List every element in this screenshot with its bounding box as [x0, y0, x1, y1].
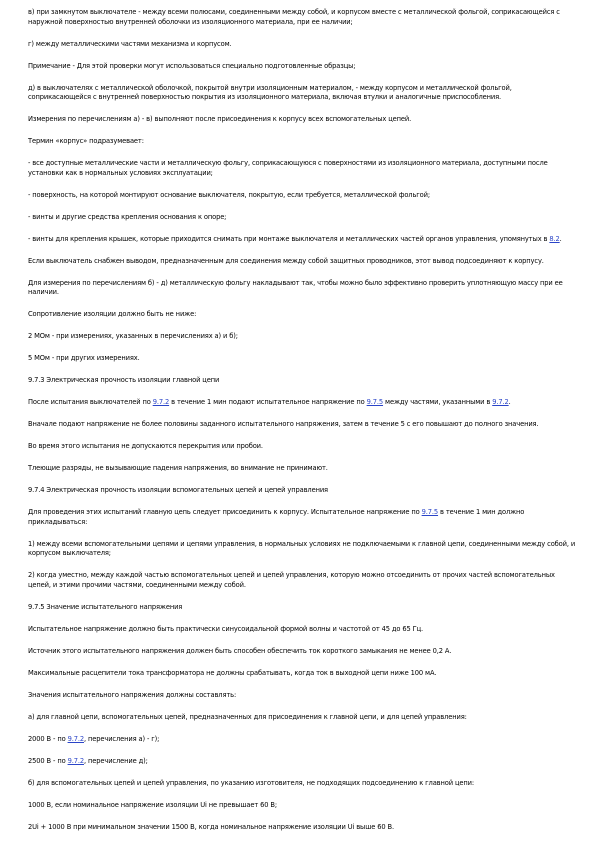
- paragraph-28: Максимальные расцепители тока трансформатора не должны срабатывать, когда ток в выходной цепи ниже 100 мА.: [28, 668, 437, 677]
- document-page: [28, 8, 576, 845]
- link-9-7-2[interactable]: 9.7.2: [67, 734, 84, 743]
- text-segment: Для проведения этих испытаний главную цепь следует присоединить к корпусу. Испытательное напряжение по: [28, 508, 422, 516]
- text-segment: После испытания выключателей по: [28, 398, 153, 406]
- text-segment: - винты для крепления крышек, которые приходится снимать при монтаже выключателя и металлических частей органов управления, упомянутых в: [28, 234, 550, 243]
- paragraph-19: Во время этого испытания не допускаются перекрытия или пробои.: [28, 442, 263, 450]
- text-segment: 2000 В - по: [28, 734, 68, 743]
- paragraph-33: б) для вспомогательных цепей и цепей управления, по указанию изготовителя, не подходящих подсоединению к главной цепи:: [28, 778, 475, 787]
- link-9-7-2[interactable]: 9.7.2: [67, 756, 84, 765]
- paragraph-30: а) для главной цепи, вспомогательных цепей, предназначенных для присоединения к главной цепи, и для цепей управления:: [28, 712, 467, 721]
- paragraph-6: Термин «корпус» подразумевает:: [28, 137, 144, 145]
- paragraph-12: Для измерения по перечислениям б) - д) металлическую фольгу накладывают так, чтобы можно было эффективно проверить уплотняющую массу при ее наличии.: [28, 278, 563, 296]
- paragraph-27: Источник этого испытательного напряжения должен быть способен обеспечить ток короткого замыкания не менее 0,2 А.: [28, 646, 452, 655]
- link-9-7-2[interactable]: 9.7.2: [152, 398, 170, 406]
- link-9-7-5[interactable]: 9.7.5: [366, 398, 384, 406]
- paragraph-1: в) при замкнутом выключателе - между всеми полюсами, соединенными между собой, и корпусом вместе с металлической фольгой, соприкасающейся с наружной поверхностью внутренней оболочки из изоляционного материала, при ее наличии;: [28, 8, 560, 26]
- link-9-7-5[interactable]: 9.7.5: [421, 508, 439, 516]
- paragraph-4: д) в выключателях с металлической оболочкой, покрытой внутри изоляционным материалом, - между корпусом и металлической фольгой, соприкасающейся с внутренней поверхностью покрытия из изоляционного материала, включая втулки и аналогичные приспособления.: [28, 83, 512, 101]
- text-segment: 2500 В - по: [28, 756, 68, 765]
- paragraph-13: Сопротивление изоляции должно быть не ниже:: [28, 310, 197, 318]
- section-heading-9-7-5: 9.7.5 Значение испытательного напряжения: [28, 602, 183, 611]
- paragraph-29: Значения испытательного напряжения должны составлять:: [28, 690, 237, 699]
- paragraph-35: 2Ui + 1000 В при минимальном значении 1500 В, когда номинальное напряжение изоляции Ui выше 60 В.: [28, 822, 394, 831]
- paragraph-8: - поверхность, на которой монтируют основание выключателя, покрытую, если требуется, металлической фольгой;: [28, 190, 431, 199]
- paragraph-18: Вначале подают напряжение не более половины заданного испытательного напряжения, затем в течение 5 с его повышают до полного значения.: [28, 420, 539, 428]
- section-heading-9-7-4: 9.7.4 Электрическая прочность изоляции вспомогательных цепей и цепей управления: [28, 486, 328, 494]
- paragraph-2: г) между металлическими частями механизма и корпусом.: [28, 39, 232, 48]
- paragraph-20: Тлеющие разряды, не вызывающие падения напряжения, во внимание не принимают.: [28, 464, 328, 472]
- paragraph-7: - все доступные металлические части и металлическую фольгу, соприкасающуюся с поверхностями из изоляционного материала, доступными после установки как в нормальных условиях эксплуатации;: [28, 159, 548, 177]
- text-segment: , перечисление д);: [83, 756, 148, 765]
- text-segment: .: [508, 398, 511, 406]
- text-segment: , перечисления а) - г);: [83, 734, 160, 743]
- paragraph-34: 1000 В, если номинальное напряжение изоляции Ui не превышает 60 В;: [28, 800, 277, 809]
- section-heading-9-7-3: 9.7.3 Электрическая прочность изоляции главной цепи: [28, 376, 220, 384]
- paragraph-5: Измерения по перечислениям а) - в) выполняют после присоединения к корпусу всех вспомогательных цепей.: [28, 115, 412, 123]
- note-paragraph: Примечание - Для этой проверки могут использоваться специально подготовленные образцы;: [28, 61, 356, 70]
- link-8-2[interactable]: 8.2: [549, 234, 560, 243]
- paragraph-26: Испытательное напряжение должно быть практически синусоидальной формой волны и частотой от 45 до 65 Гц.: [28, 624, 424, 633]
- paragraph-14: 2 МОм - при измерениях, указанных в перечислениях а) и б);: [28, 332, 238, 340]
- paragraph-23: 1) между всеми вспомогательными цепями и цепями управления, в нормальных условиях не подключаемыми к главной цепи, соединенными между собой, и корпусом выключателя;: [28, 539, 576, 557]
- paragraph-22: [28, 508, 576, 527]
- paragraph-32: [28, 757, 576, 767]
- paragraph-15: 5 МОм - при других измерениях.: [28, 354, 140, 362]
- text-segment: .: [559, 234, 562, 243]
- paragraph-10: [28, 235, 576, 245]
- text-segment: в течение 1 мин должно прикладываться:: [28, 508, 525, 526]
- paragraph-31: [28, 735, 576, 745]
- text-segment: между частями, указанными в: [383, 398, 493, 406]
- link-9-7-2[interactable]: 9.7.2: [492, 398, 509, 406]
- paragraph-9: - винты и другие средства крепления основания к опоре;: [28, 212, 227, 221]
- paragraph-11: Если выключатель снабжен выводом, предназначенным для соединения между собой защитных проводников, этот вывод подсоединяют к корпусу.: [28, 256, 544, 265]
- text-segment: в течение 1 мин подают испытательное напряжение по: [169, 398, 367, 406]
- paragraph-24: 2) когда уместно, между каждой частью вспомогательных цепей и цепей управления, которую можно отсоединить от прочих частей вспомогательных цепей, и этими прочими частями, соединенными между собой.: [28, 571, 555, 589]
- paragraph-17: [28, 398, 576, 408]
